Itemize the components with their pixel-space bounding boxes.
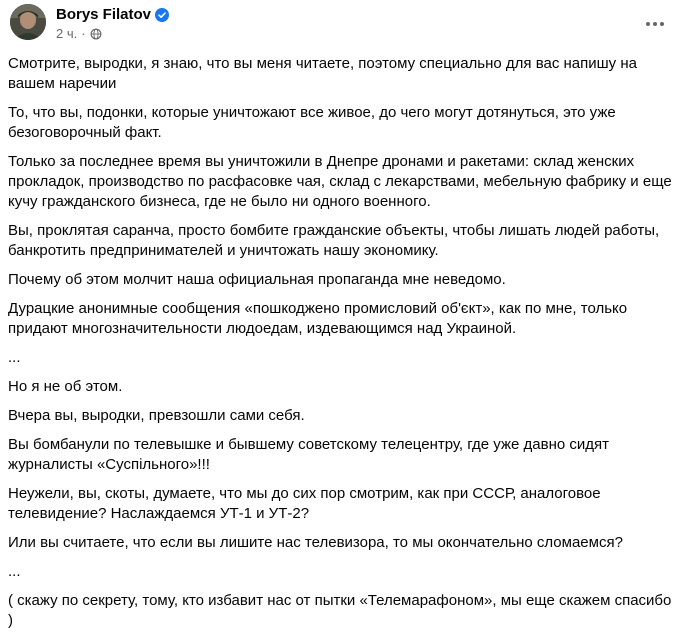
- post-paragraph: Вы, проклятая саранча, просто бомбите гражданские объекты, чтобы лишать людей работы, банкротить предпринимателей и уничтожать нашу экономику.: [8, 222, 660, 259]
- post-paragraph: ...: [8, 349, 21, 366]
- post-paragraph: ...: [8, 563, 21, 580]
- post-header: [10, 2, 673, 44]
- post-paragraph: Почему об этом молчит наша официальная пропаганда мне неведомо.: [8, 271, 506, 288]
- post-paragraph: Вчера вы, выродки, превзошли сами себя.: [8, 407, 305, 424]
- globe-icon[interactable]: [90, 28, 102, 40]
- author-name[interactable]: [56, 6, 169, 23]
- post-paragraph: Смотрите, выродки, я знаю, что вы меня читаете, поэтому специально для вас напишу на вашем наречии: [8, 55, 637, 92]
- more-horizontal-icon: [645, 21, 665, 27]
- post-paragraph: Но я не об этом.: [8, 378, 123, 395]
- post-timestamp[interactable]: 2 ч.: [56, 26, 78, 41]
- post-paragraph: Неужели, вы, скоты, думаете, что мы до сих пор смотрим, как при СССР, аналоговое телевидение? Наслаждаемся УТ-1 и УТ-2?: [8, 485, 601, 522]
- post-paragraph: Только за последнее время вы уничтожили в Днепре дронами и ракетами: склад женских прокладок, производство по расфасовке чая, склад с лекарствами, мебельную фабрику и еще кучу гражданского бизнеса, где не было ни одного военного.: [8, 153, 672, 210]
- post-meta: [56, 26, 102, 41]
- avatar-photo-icon: [10, 4, 46, 40]
- post-paragraph: Дурацкие анонимные сообщения «пошкоджено промисловий об'єкт», как по мне, только придают многозначительности людоедам, издевающимся над Украиной.: [8, 300, 628, 337]
- post-text: [8, 54, 680, 640]
- post-paragraph: Вы бомбанули по телевышке и бывшему советскому телецентру, где уже давно сидят журналисты «Суспільного»!!!: [8, 436, 609, 473]
- meta-separator: ·: [81, 26, 86, 41]
- more-options-button[interactable]: [641, 10, 669, 38]
- author-name-text[interactable]: Borys Filatov: [56, 6, 152, 23]
- author-avatar[interactable]: [10, 4, 46, 40]
- post-paragraph: То, что вы, подонки, которые уничтожают все живое, до чего могут дотянуться, это уже безоговорочный факт.: [8, 104, 616, 141]
- verified-badge-icon: [155, 8, 169, 22]
- post-paragraph: ( скажу по секрету, тому, кто избавит нас от пытки «Телемарафоном», мы еще скажем спасибо ): [8, 592, 672, 629]
- post-paragraph: Или вы считаете, что если вы лишите нас телевизора, то мы окончательно сломаемся?: [8, 534, 623, 551]
